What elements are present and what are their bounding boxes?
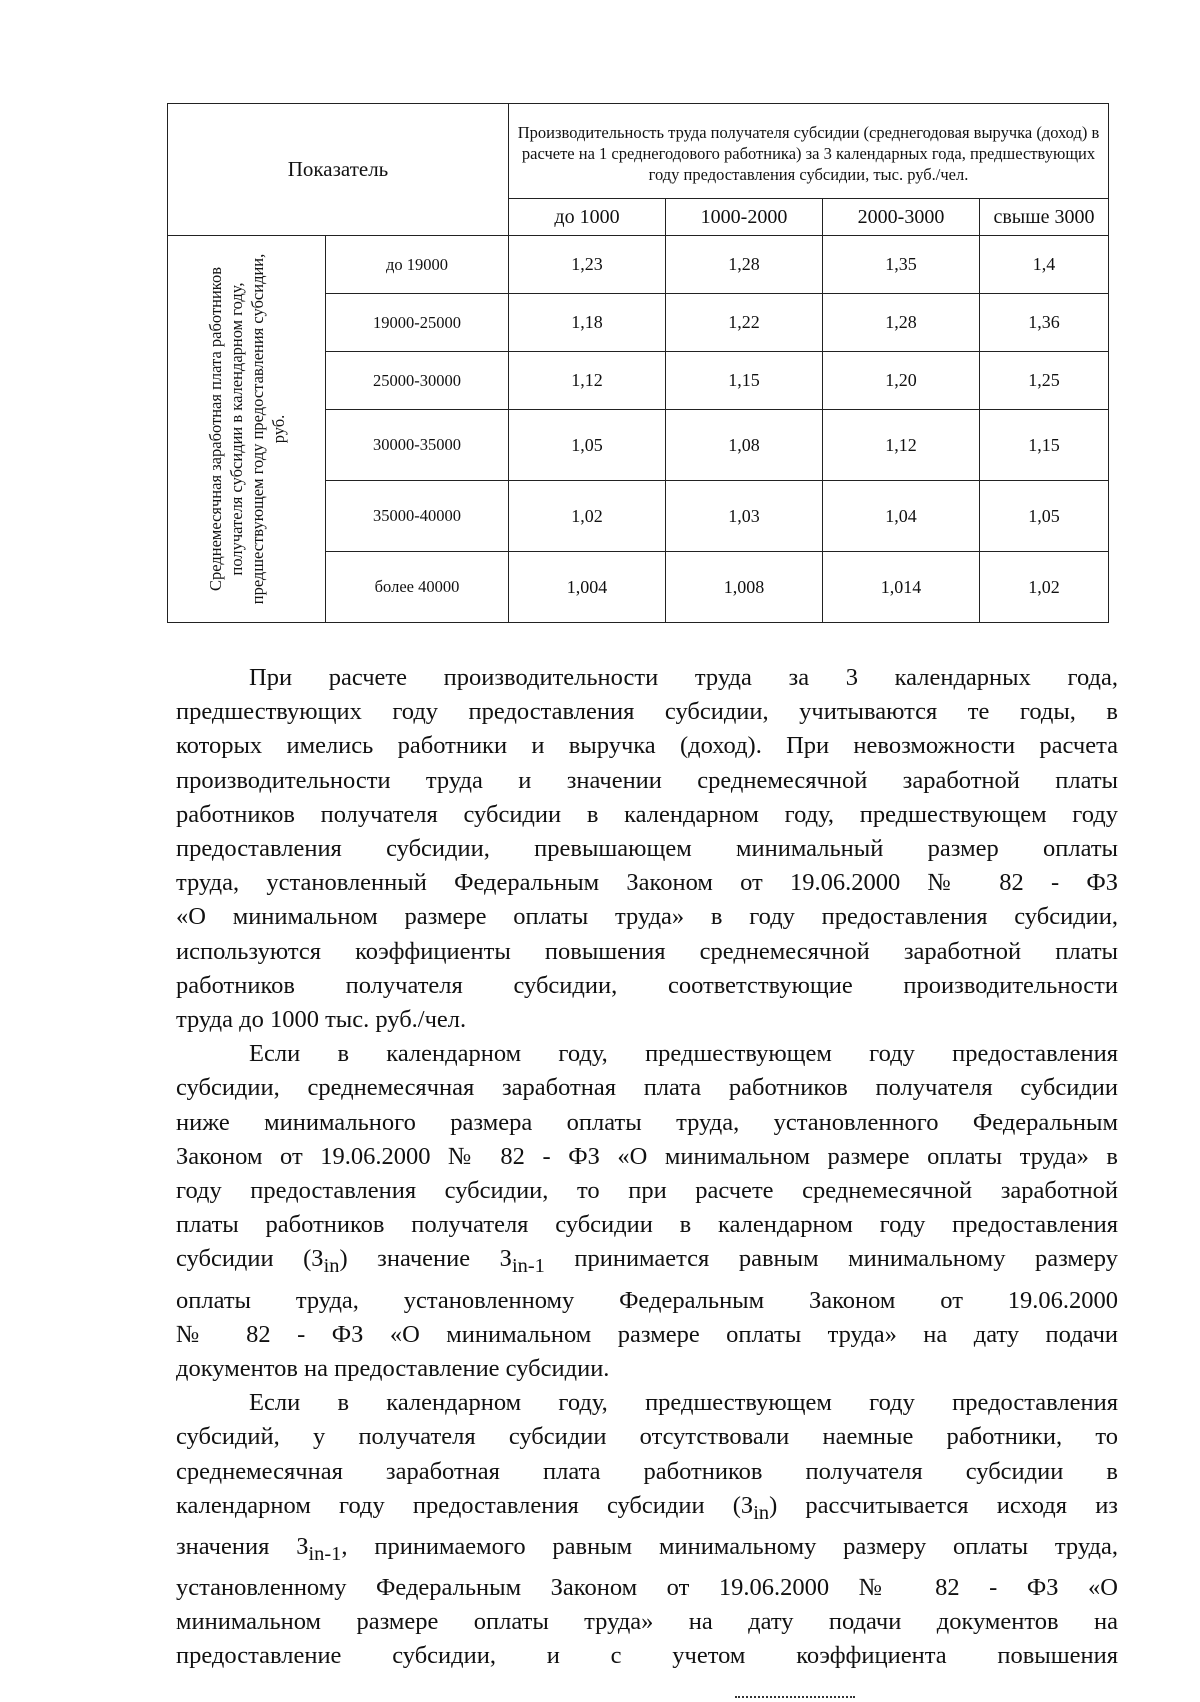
paragraph-2 xyxy=(176,1037,1118,1386)
text-line: № 82 - ФЗ «О минимальном размере оплаты труда» на дату подачи xyxy=(176,1320,1118,1348)
header-indicator: Показатель xyxy=(168,104,509,236)
text-fragment: ) рассчитывается исходя из xyxy=(769,1491,1118,1519)
subscript: in xyxy=(323,1255,340,1278)
header-productivity: Производительность труда получателя субсидии (среднегодовая выручка (доход) в расчете на 1 среднегодового работника) за 3 календарных года, предшествующих году предоставления субсидии, тыс. руб./чел. xyxy=(509,104,1109,199)
subscript: in-1 xyxy=(308,1542,342,1565)
text-line: предшествующих году предоставления субсидии, учитываются те годы, в xyxy=(176,698,1118,726)
coefficient-table xyxy=(167,103,1109,623)
coefficient-value: 1,28 xyxy=(666,236,823,294)
text-line: оплаты труда, установленному Федеральным Законом от 19.06.2000 xyxy=(176,1286,1118,1314)
text-fragment: принимается равным минимальному размеру xyxy=(544,1245,1118,1273)
salary-range: до 19000 xyxy=(326,236,509,294)
text-fragment: , принимаемого равным минимальному размеру оплаты труда, xyxy=(341,1532,1118,1560)
coefficient-value: 1,12 xyxy=(509,352,666,410)
paragraph-1 xyxy=(176,661,1118,1037)
text-line: труда, установленный Федеральным Законом от 19.06.2000 № 82 - ФЗ xyxy=(176,869,1118,897)
text-line: установленному Федеральным Законом от 19.06.2000 № 82 - ФЗ «О xyxy=(176,1573,1118,1601)
text-line: работников получателя субсидии, соответствующие производительности xyxy=(176,971,1118,999)
coefficient-value: 1,05 xyxy=(509,410,666,481)
text-line: предоставление субсидии, и с учетом коэффициента повышения xyxy=(176,1642,1118,1670)
subscript: in-1 xyxy=(511,1255,545,1278)
text-line: минимальном размере оплаты труда» на дату подачи документов на xyxy=(176,1608,1118,1636)
paragraph-3 xyxy=(176,1386,1118,1673)
coefficient-value: 1,04 xyxy=(823,481,980,552)
coefficient-value: 1,20 xyxy=(823,352,980,410)
text-line: среднемесячная заработная плата работников получателя субсидии в xyxy=(176,1457,1118,1485)
text-line: году предоставления субсидии, то при расчете среднемесячной заработной xyxy=(176,1177,1118,1205)
salary-range: более 40000 xyxy=(326,552,509,623)
coefficient-value: 1,03 xyxy=(666,481,823,552)
text-line xyxy=(176,1530,1118,1571)
text-line: ниже минимального размера оплаты труда, установленного Федеральным xyxy=(176,1108,1118,1136)
text-line xyxy=(176,1489,1118,1530)
coefficient-value: 1,4 xyxy=(980,236,1109,294)
column-header: 1000-2000 xyxy=(666,199,823,236)
text-fragment: ) значение З xyxy=(339,1245,512,1273)
coefficient-value: 1,02 xyxy=(509,481,666,552)
body-text xyxy=(176,661,1118,1674)
coefficient-value: 1,05 xyxy=(980,481,1109,552)
text-line: труда до 1000 тыс. руб./чел. xyxy=(176,1006,467,1034)
subscript: in xyxy=(753,1501,770,1524)
text-fragment: субсидии (З xyxy=(176,1245,324,1273)
text-line: производительности труда и значении среднемесячной заработной платы xyxy=(176,766,1118,794)
salary-range: 30000-35000 xyxy=(326,410,509,481)
text-line: платы работников получателя субсидии в календарном году предоставления xyxy=(176,1211,1118,1239)
coefficient-value: 1,004 xyxy=(509,552,666,623)
coefficient-value: 1,35 xyxy=(823,236,980,294)
text-line: Законом от 19.06.2000 № 82 - ФЗ «О минимальном размере оплаты труда» в xyxy=(176,1142,1118,1170)
salary-range: 25000-30000 xyxy=(326,352,509,410)
text-line: Если в календарном году, предшествующем году предоставления xyxy=(249,1040,1118,1068)
coefficient-value: 1,15 xyxy=(666,352,823,410)
coefficient-value: 1,02 xyxy=(980,552,1109,623)
text-line: «О минимальном размере оплаты труда» в году предоставления субсидии, xyxy=(176,903,1118,931)
text-line: предоставления субсидии, превышающем минимальный размер оплаты xyxy=(176,835,1118,863)
text-line: субсидий, у получателя субсидии отсутствовали наемные работники, то xyxy=(176,1423,1118,1451)
row-group-label-cell xyxy=(168,236,326,623)
salary-range: 35000-40000 xyxy=(326,481,509,552)
text-line: которых имелись работники и выручка (доход). При невозможности расчета xyxy=(176,732,1118,760)
text-line: Если в календарном году, предшествующем году предоставления xyxy=(249,1389,1118,1417)
coefficient-value: 1,12 xyxy=(823,410,980,481)
coefficient-value: 1,08 xyxy=(666,410,823,481)
text-line: При расчете производительности труда за 3 календарных года, xyxy=(249,664,1118,691)
text-line xyxy=(176,1242,1118,1283)
coefficient-value: 1,28 xyxy=(823,294,980,352)
coefficient-value: 1,22 xyxy=(666,294,823,352)
text-line: документов на предоставление субсидии. xyxy=(176,1354,610,1382)
text-fragment: календарном году предоставления субсидии (З xyxy=(176,1491,754,1519)
column-header: свыше 3000 xyxy=(980,199,1109,236)
table-row xyxy=(168,236,1109,294)
text-line: субсидии, среднемесячная заработная плата работников получателя субсидии xyxy=(176,1074,1118,1102)
salary-range: 19000-25000 xyxy=(326,294,509,352)
coefficient-value: 1,014 xyxy=(823,552,980,623)
column-header: до 1000 xyxy=(509,199,666,236)
coefficient-value: 1,008 xyxy=(666,552,823,623)
coefficient-value: 1,36 xyxy=(980,294,1109,352)
coefficient-value: 1,18 xyxy=(509,294,666,352)
text-line: используются коэффициенты повышения среднемесячной заработной платы xyxy=(176,937,1118,965)
row-group-label: Среднемесячная заработная плата работников получателя субсидии в календарном году, предшествующем году предоставления субсидии, руб. xyxy=(205,253,288,605)
text-fragment: значения З xyxy=(176,1532,309,1560)
coefficient-value: 1,23 xyxy=(509,236,666,294)
column-header: 2000-3000 xyxy=(823,199,980,236)
coefficient-value: 1,25 xyxy=(980,352,1109,410)
scan-artifact xyxy=(735,1696,855,1701)
coefficient-value: 1,15 xyxy=(980,410,1109,481)
text-line: работников получателя субсидии в календарном году, предшествующем году xyxy=(176,800,1118,828)
